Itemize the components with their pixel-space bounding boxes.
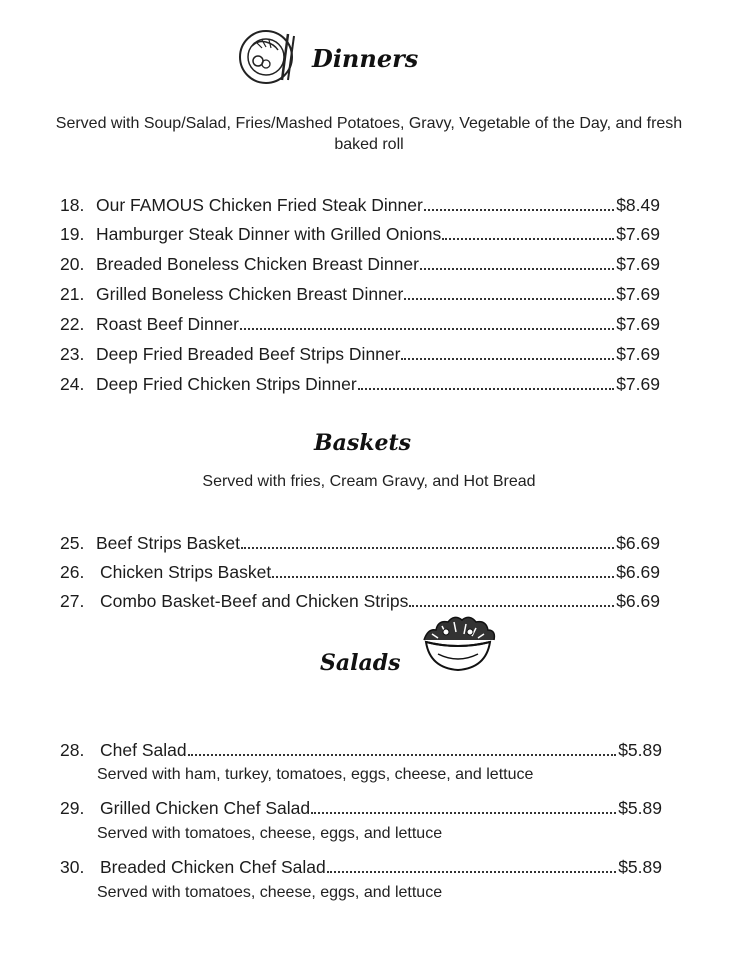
dinner-plate-icon [236, 28, 300, 86]
baskets-subtitle: Served with fries, Cream Gravy, and Hot Bread [202, 473, 536, 490]
menu-item-description: Served with tomatoes, cheese, eggs, and lettuce [97, 884, 443, 901]
menu-item: 24. Deep Fried Chicken Strips Dinner $7.69 [60, 370, 660, 395]
menu-item: 20. Breaded Boneless Chicken Breast Dinner $7.69 [60, 250, 660, 275]
menu-item: 30. Breaded Chicken Chef Salad $5.89 [60, 853, 662, 878]
menu-item: 21. Grilled Boneless Chicken Breast Dinner $7.69 [60, 280, 660, 305]
menu-item: 25. Beef Strips Basket $6.69 [60, 529, 660, 554]
menu-item: 27. Combo Basket-Beef and Chicken Strips $6.69 [60, 587, 660, 612]
salad-bowl-icon [418, 612, 498, 674]
menu-item-description: Served with ham, turkey, tomatoes, eggs, cheese, and lettuce [97, 766, 534, 783]
menu-item: 28. Chef Salad $5.89 [60, 736, 662, 761]
menu-item-description: Served with tomatoes, cheese, eggs, and lettuce [97, 825, 443, 842]
menu-item: 19. Hamburger Steak Dinner with Grilled Onions $7.69 [60, 220, 660, 245]
dinners-subtitle: Served with Soup/Salad, Fries/Mashed Potatoes, Gravy, Vegetable of the Day, and fresh baked roll [55, 115, 683, 153]
menu-item: 23. Deep Fried Breaded Beef Strips Dinner $7.69 [60, 340, 660, 365]
menu-item: 29. Grilled Chicken Chef Salad $5.89 [60, 794, 662, 819]
menu-item: 26. Chicken Strips Basket $6.69 [60, 558, 660, 583]
dinners-heading: Dinners [312, 44, 419, 73]
salads-heading: Salads [320, 650, 401, 676]
menu-item: 22. Roast Beef Dinner $7.69 [60, 310, 660, 335]
menu-item: 18. Our FAMOUS Chicken Fried Steak Dinner $8.49 [60, 191, 660, 216]
baskets-heading: Baskets [314, 430, 412, 456]
